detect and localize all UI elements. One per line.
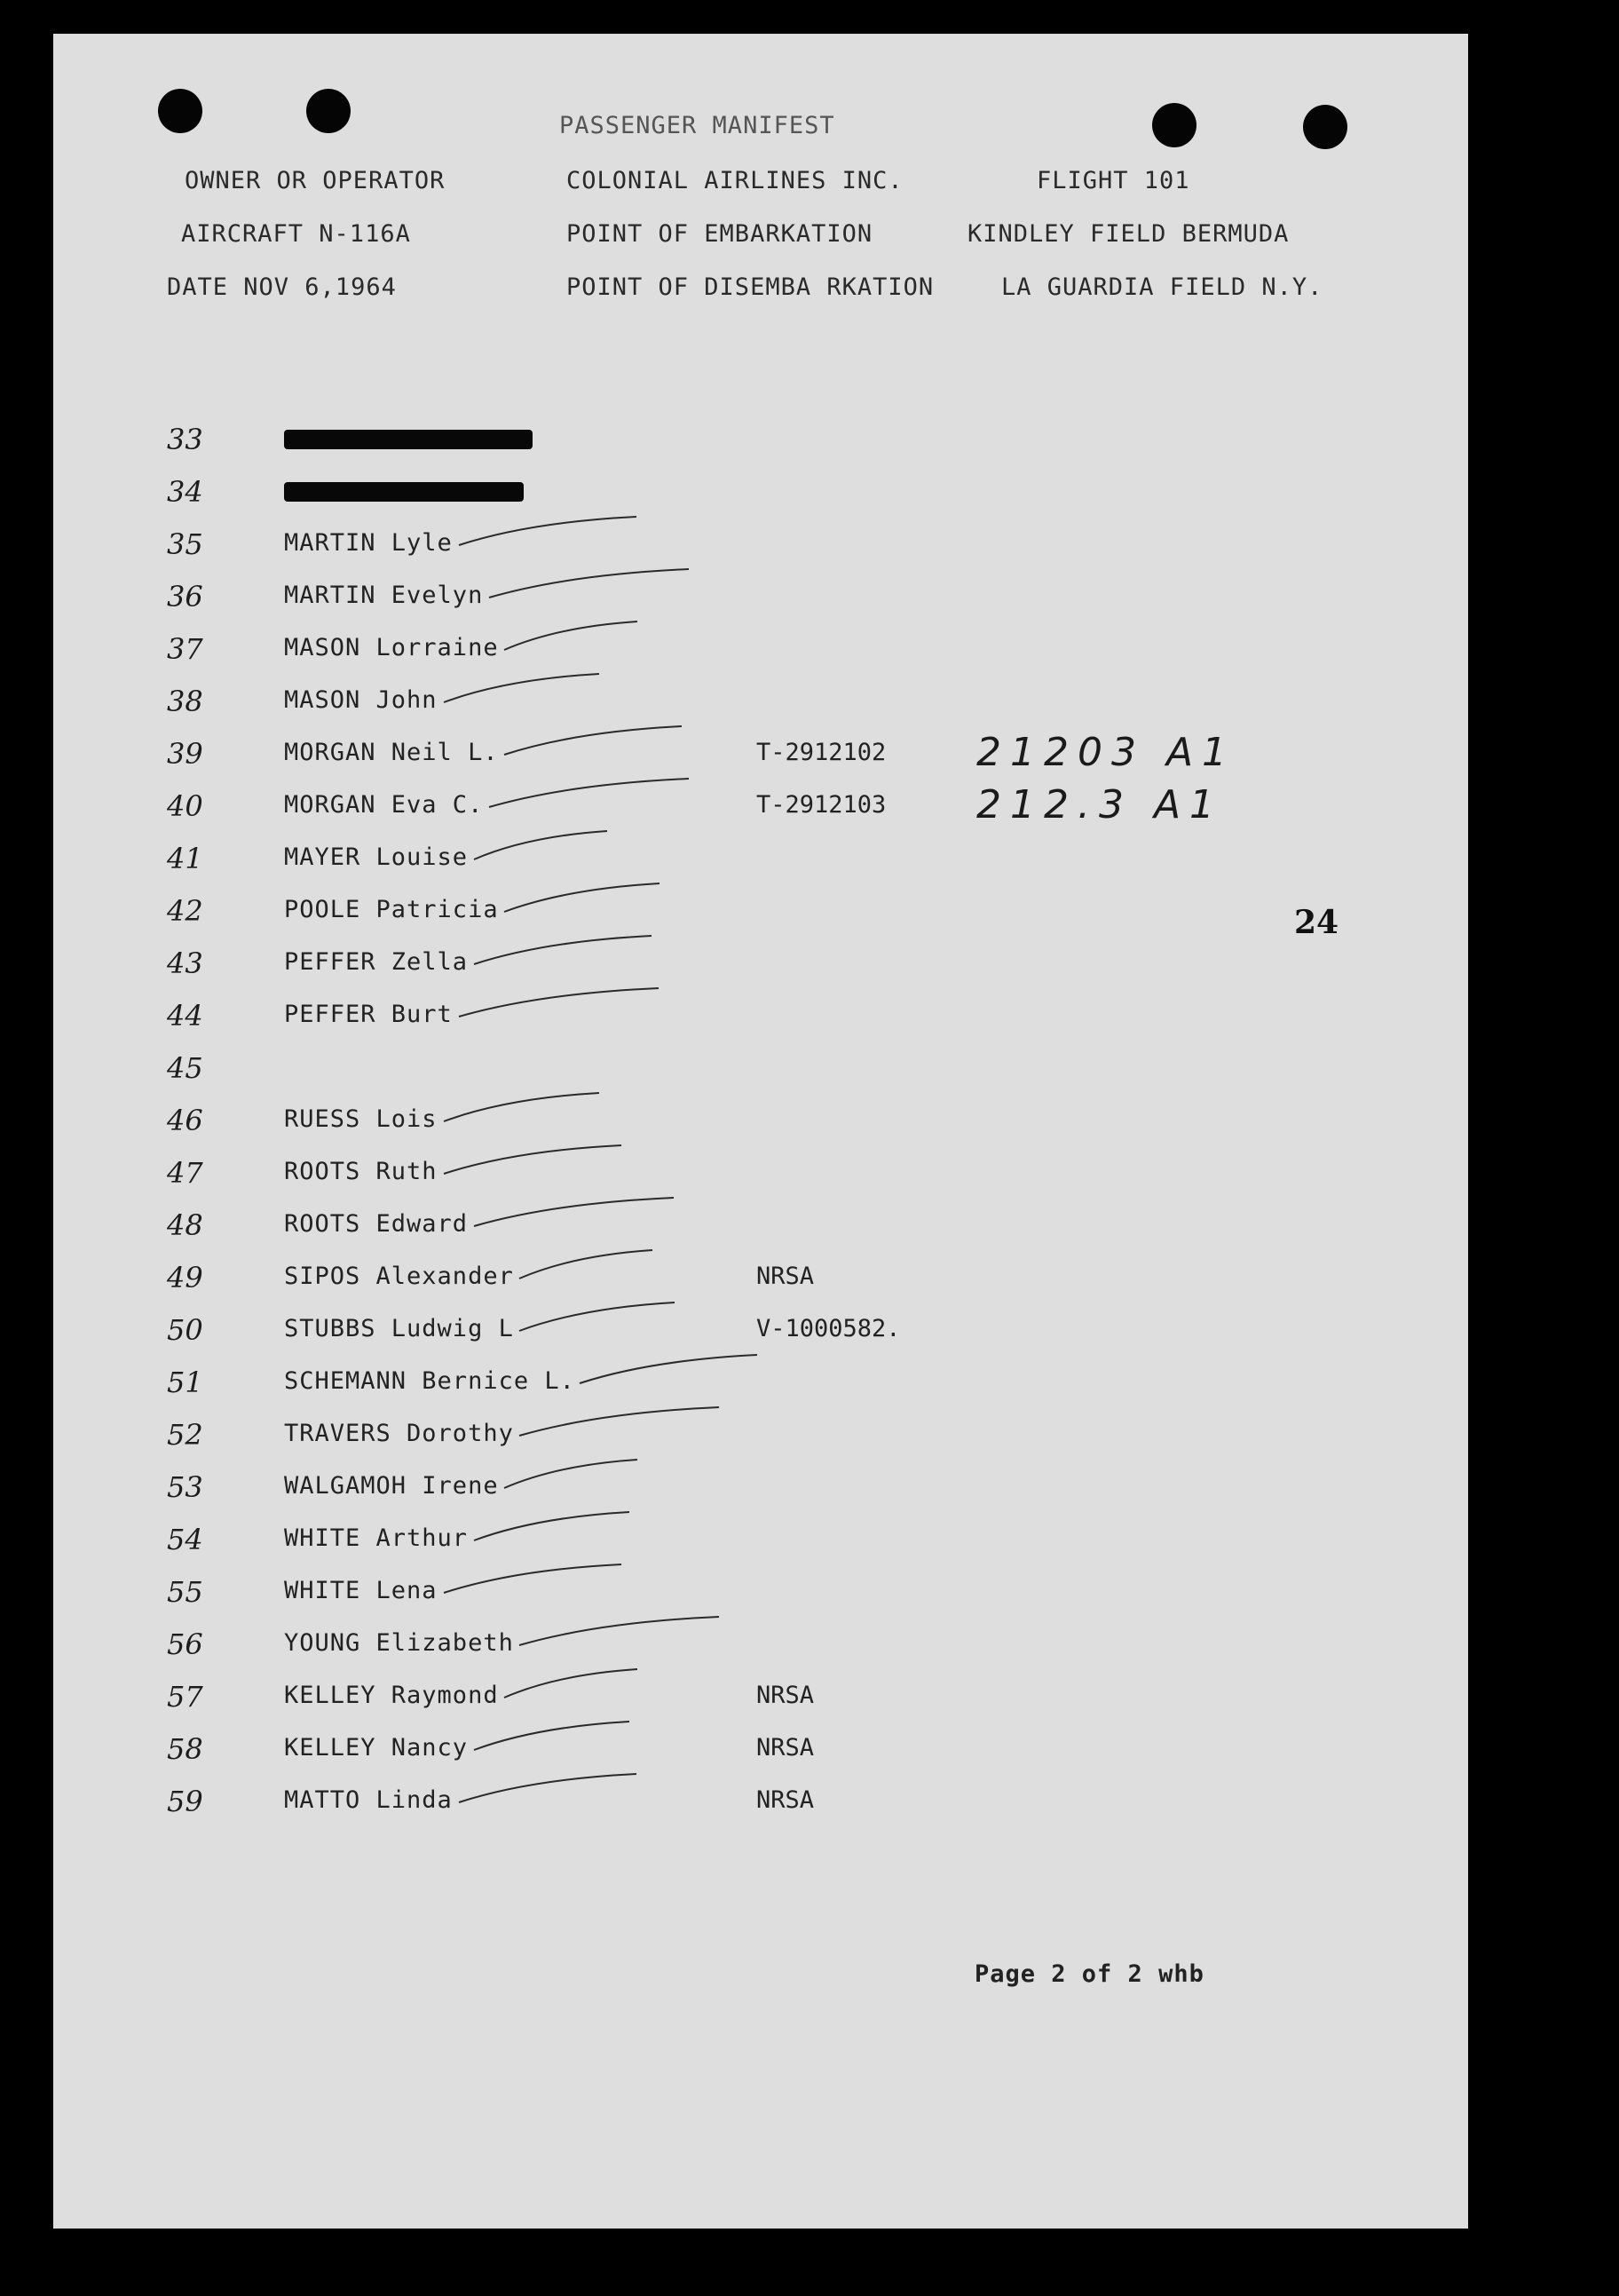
passenger-name: WHITE Arthur: [284, 1524, 469, 1552]
passenger-name: MORGAN Eva C.: [284, 791, 484, 819]
check-stroke: [489, 569, 689, 598]
passenger-number: 54: [167, 1523, 203, 1556]
passenger-number: 38: [167, 685, 203, 718]
passenger-number: 55: [167, 1575, 203, 1609]
check-stroke: [444, 674, 599, 702]
passenger-name: SIPOS Alexander: [284, 1263, 514, 1290]
passenger-number: 43: [167, 946, 203, 980]
passenger-code: V-1000582.: [756, 1315, 901, 1342]
check-stroke: [519, 1302, 675, 1331]
passenger-number: 53: [167, 1470, 203, 1504]
check-stroke: [444, 1145, 621, 1174]
check-stroke: [489, 779, 689, 807]
check-stroke: [474, 1198, 674, 1226]
passenger-code: NRSA: [756, 1786, 815, 1814]
passenger-number: 42: [167, 894, 203, 928]
passenger-name: PEFFER Zella: [284, 948, 469, 976]
passenger-name: MARTIN Lyle: [284, 529, 453, 557]
embarkation-label: POINT OF EMBARKATION: [566, 220, 873, 248]
passenger-name: PEFFER Burt: [284, 1001, 453, 1028]
passenger-number: 40: [167, 789, 203, 823]
owner-operator-label: OWNER OR OPERATOR: [185, 167, 446, 194]
passenger-number: 56: [167, 1627, 203, 1661]
manifest-page: [53, 34, 1468, 2229]
passenger-name: WHITE Lena: [284, 1577, 438, 1604]
passenger-name: MASON John: [284, 686, 438, 714]
passenger-number: 41: [167, 842, 203, 875]
check-stroke: [474, 1512, 629, 1540]
handwritten-note: 212.3 A1: [976, 782, 1224, 827]
flight-date: DATE NOV 6,1964: [167, 273, 397, 301]
handwritten-note: 21203 A1: [976, 730, 1236, 775]
check-stroke: [474, 1722, 629, 1750]
passenger-number: 44: [167, 999, 203, 1033]
disembarkation-place: LA GUARDIA FIELD N.Y.: [1001, 273, 1323, 301]
passenger-name: SCHEMANN Bernice L.: [284, 1367, 575, 1395]
check-stroke: [504, 622, 637, 650]
passenger-number: 36: [167, 580, 203, 614]
check-stroke: [504, 1460, 637, 1488]
check-stroke: [519, 1250, 652, 1279]
check-stroke: [580, 1355, 757, 1383]
passenger-name: ROOTS Ruth: [284, 1158, 438, 1185]
passenger-code: T-2912103: [756, 791, 887, 819]
passenger-name: MASON Lorraine: [284, 634, 499, 661]
passenger-name: KELLEY Raymond: [284, 1682, 499, 1709]
passenger-name: MARTIN Evelyn: [284, 582, 484, 609]
passenger-name: WALGAMOH Irene: [284, 1472, 499, 1500]
check-stroke: [519, 1617, 719, 1645]
passenger-code: NRSA: [756, 1263, 815, 1290]
passenger-number: 57: [167, 1680, 203, 1714]
passenger-name: POOLE Patricia: [284, 896, 499, 923]
passenger-number: 52: [167, 1418, 203, 1452]
manifest-title: PASSENGER MANIFEST: [559, 112, 835, 139]
passenger-name: MATTO Linda: [284, 1786, 453, 1814]
passenger-code: NRSA: [756, 1734, 815, 1762]
passenger-name: RUESS Lois: [284, 1105, 438, 1133]
passenger-number: 33: [167, 423, 203, 456]
disembarkation-label: POINT OF DISEMBA RKATION: [566, 273, 935, 301]
passenger-number: 46: [167, 1104, 203, 1137]
passenger-number: 50: [167, 1313, 203, 1347]
check-stroke: [519, 1407, 719, 1436]
passenger-number: 58: [167, 1732, 203, 1766]
embarkation-place: KINDLEY FIELD BERMUDA: [967, 220, 1290, 248]
check-stroke: [444, 1564, 621, 1593]
passenger-name: KELLEY Nancy: [284, 1734, 469, 1762]
passenger-number: 34: [167, 475, 203, 509]
check-stroke: [504, 883, 659, 912]
passenger-number: 37: [167, 632, 203, 666]
page-footer: Page 2 of 2 whb: [975, 1960, 1204, 1988]
flight-number: FLIGHT 101: [1037, 167, 1190, 194]
airline-name: COLONIAL AIRLINES INC.: [566, 167, 904, 194]
passenger-number: 48: [167, 1208, 203, 1242]
passenger-name: MORGAN Neil L.: [284, 739, 499, 766]
check-stroke: [459, 988, 659, 1017]
check-stroke: [474, 936, 652, 964]
passenger-name: YOUNG Elizabeth: [284, 1629, 514, 1657]
aircraft-id: AIRCRAFT N-116A: [181, 220, 411, 248]
passenger-name: ROOTS Edward: [284, 1210, 469, 1238]
check-stroke: [504, 726, 682, 755]
passenger-number: 47: [167, 1156, 203, 1190]
check-stroke: [459, 517, 636, 545]
passenger-code: NRSA: [756, 1682, 815, 1709]
check-stroke: [504, 1669, 637, 1698]
passenger-name: TRAVERS Dorothy: [284, 1420, 514, 1447]
check-stroke: [459, 1774, 636, 1802]
passenger-number: 51: [167, 1366, 203, 1399]
passenger-number: 45: [167, 1051, 203, 1085]
passenger-code: T-2912102: [756, 739, 887, 766]
passenger-number: 59: [167, 1785, 203, 1818]
check-stroke: [444, 1093, 599, 1121]
passenger-name: STUBBS Ludwig L: [284, 1315, 514, 1342]
passenger-name: MAYER Louise: [284, 843, 469, 871]
page-number: 24: [1294, 904, 1339, 941]
passenger-number: 49: [167, 1261, 203, 1294]
check-stroke: [474, 831, 607, 859]
passenger-number: 39: [167, 737, 203, 771]
pen-check-marks: [53, 34, 1468, 2229]
passenger-number: 35: [167, 527, 203, 561]
